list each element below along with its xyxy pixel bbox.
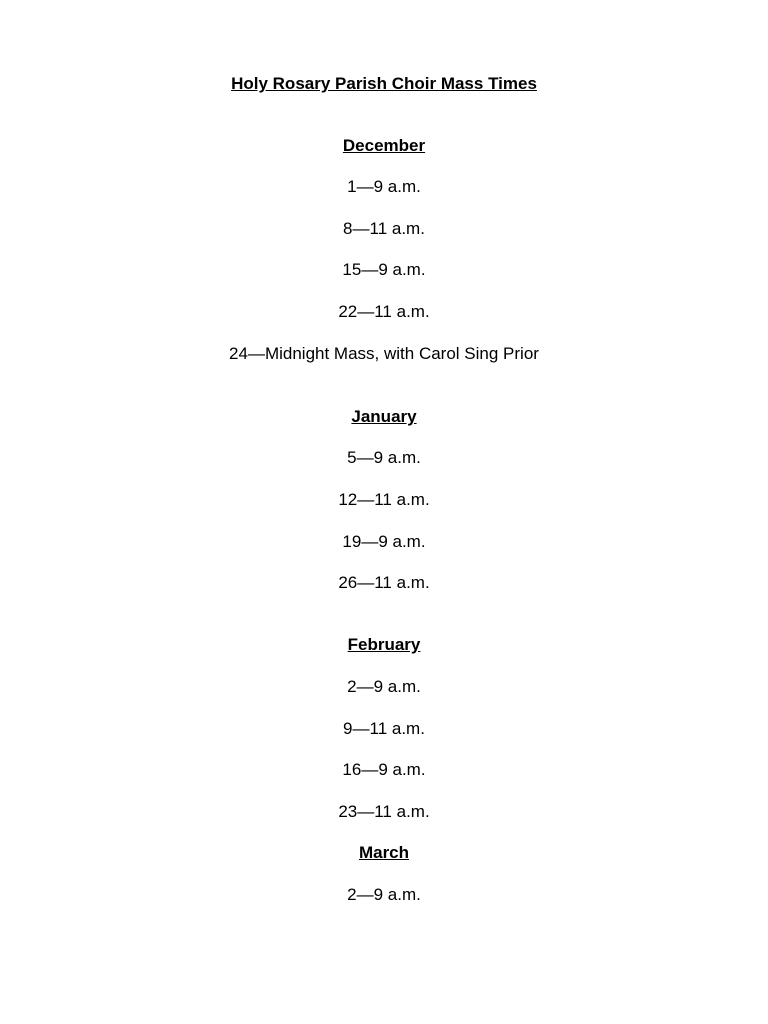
schedule-entry: 1—9 a.m. <box>347 177 421 196</box>
schedule-entry: 22—11 a.m. <box>338 302 430 321</box>
schedule-entry: 26—11 a.m. <box>338 573 430 592</box>
schedule-entry: 2—9 a.m. <box>347 885 421 904</box>
schedule-entry: 15—9 a.m. <box>342 260 426 279</box>
document-title: Holy Rosary Parish Choir Mass Times <box>231 74 537 93</box>
schedule-entry: 19—9 a.m. <box>342 532 426 551</box>
schedule-entry: 5—9 a.m. <box>347 448 421 467</box>
month-heading-january: January <box>351 407 417 426</box>
schedule-entry: 12—11 a.m. <box>338 490 430 509</box>
schedule-entry: 16—9 a.m. <box>342 760 426 779</box>
month-heading-february: February <box>347 635 421 654</box>
schedule-entry: 23—11 a.m. <box>338 802 430 821</box>
schedule-entry: 8—11 a.m. <box>343 219 425 238</box>
schedule-entry: 2—9 a.m. <box>347 677 421 696</box>
schedule-entry: 9—11 a.m. <box>343 719 425 738</box>
month-heading-march: March <box>358 843 410 862</box>
month-heading-december: December <box>342 136 426 155</box>
schedule-entry: 24—Midnight Mass, with Carol Sing Prior <box>229 344 539 363</box>
